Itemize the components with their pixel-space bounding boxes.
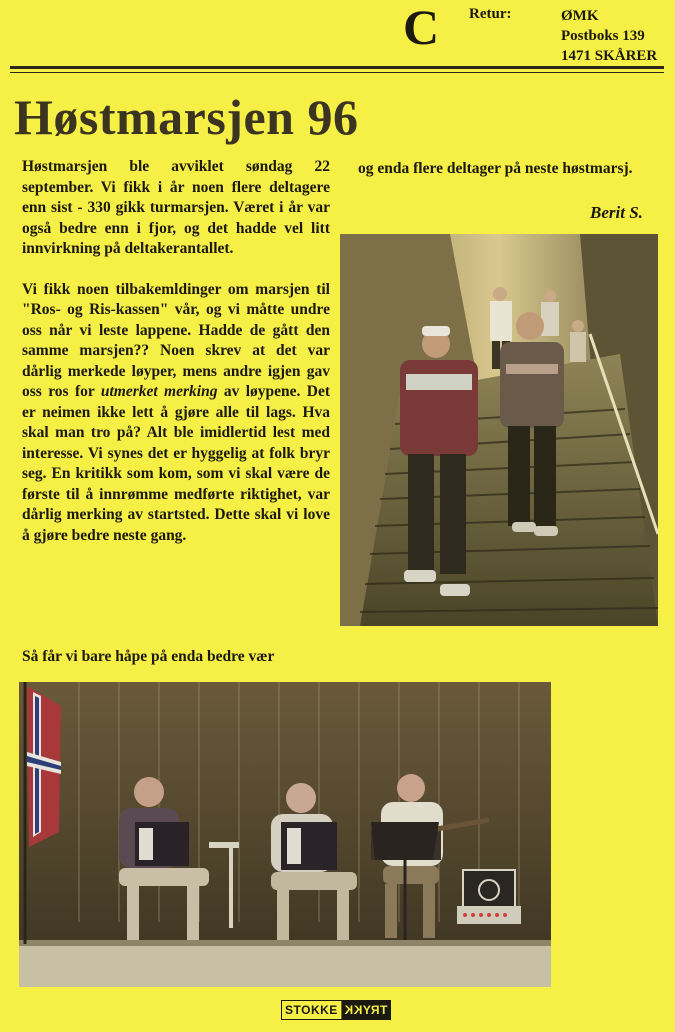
paragraph-emphasis: utmerket merking xyxy=(100,383,218,400)
address-line: ØMK xyxy=(561,8,599,24)
return-address xyxy=(561,6,657,66)
paragraph-text: av løypene. Det er neimen ikke lett å gjøre alle til lags. Hva skal man tro på? Alt ble imidlertid lest med interesse. Vi synes det er hyggelig at folk bryr seg. En kritikk som kom, som vi skal være de første til å innrømme medførte riktighet, var dårlig merking av startsted. Dette skal vi love å gjøre bedre neste gang. xyxy=(22,383,330,544)
article-continuation: og enda flere deltager på neste høstmarsj. xyxy=(358,160,633,177)
header-rule xyxy=(10,66,664,69)
return-label: Retur: xyxy=(469,6,512,22)
printer-logo-right: TRYKK xyxy=(341,1001,390,1019)
printer-logo xyxy=(281,1000,391,1020)
article-column-left xyxy=(22,157,330,546)
stairs-photo xyxy=(340,234,658,626)
article-closing-line: Så får vi bare håpe på enda bedre vær xyxy=(22,648,275,665)
paragraph-text: Vi fikk noen tilbakemldinger om marsjen til "Ros- og Ris-kassen" vår, og vi måtte undre oss når vi leste lappene. Hadde de gått den samme marsjen?? Noen skrev at det var dårlig merkede løyper, mens andre igjen gav oss ros for xyxy=(22,280,330,400)
address-line: 1471 SKÅRER xyxy=(561,48,658,64)
article-paragraph xyxy=(22,280,330,547)
printer-logo-left: STOKKE xyxy=(282,1001,341,1019)
author-signature: Berit S. xyxy=(590,203,643,222)
header-rule-thin xyxy=(10,72,664,73)
section-letter: C xyxy=(403,0,440,55)
concert-photo xyxy=(19,682,551,987)
article-paragraph: Høstmarsjen ble avviklet søndag 22 september. Vi fikk i år noen flere deltagere enn sist - 330 gikk turmarsjen. Været i år var også bedre enn i fjor, og det hadde vel litt innvirkning på deltakerantallet. xyxy=(22,158,330,257)
address-line: Postboks 139 xyxy=(561,28,645,44)
article-headline: Høstmarsjen 96 xyxy=(14,89,359,145)
